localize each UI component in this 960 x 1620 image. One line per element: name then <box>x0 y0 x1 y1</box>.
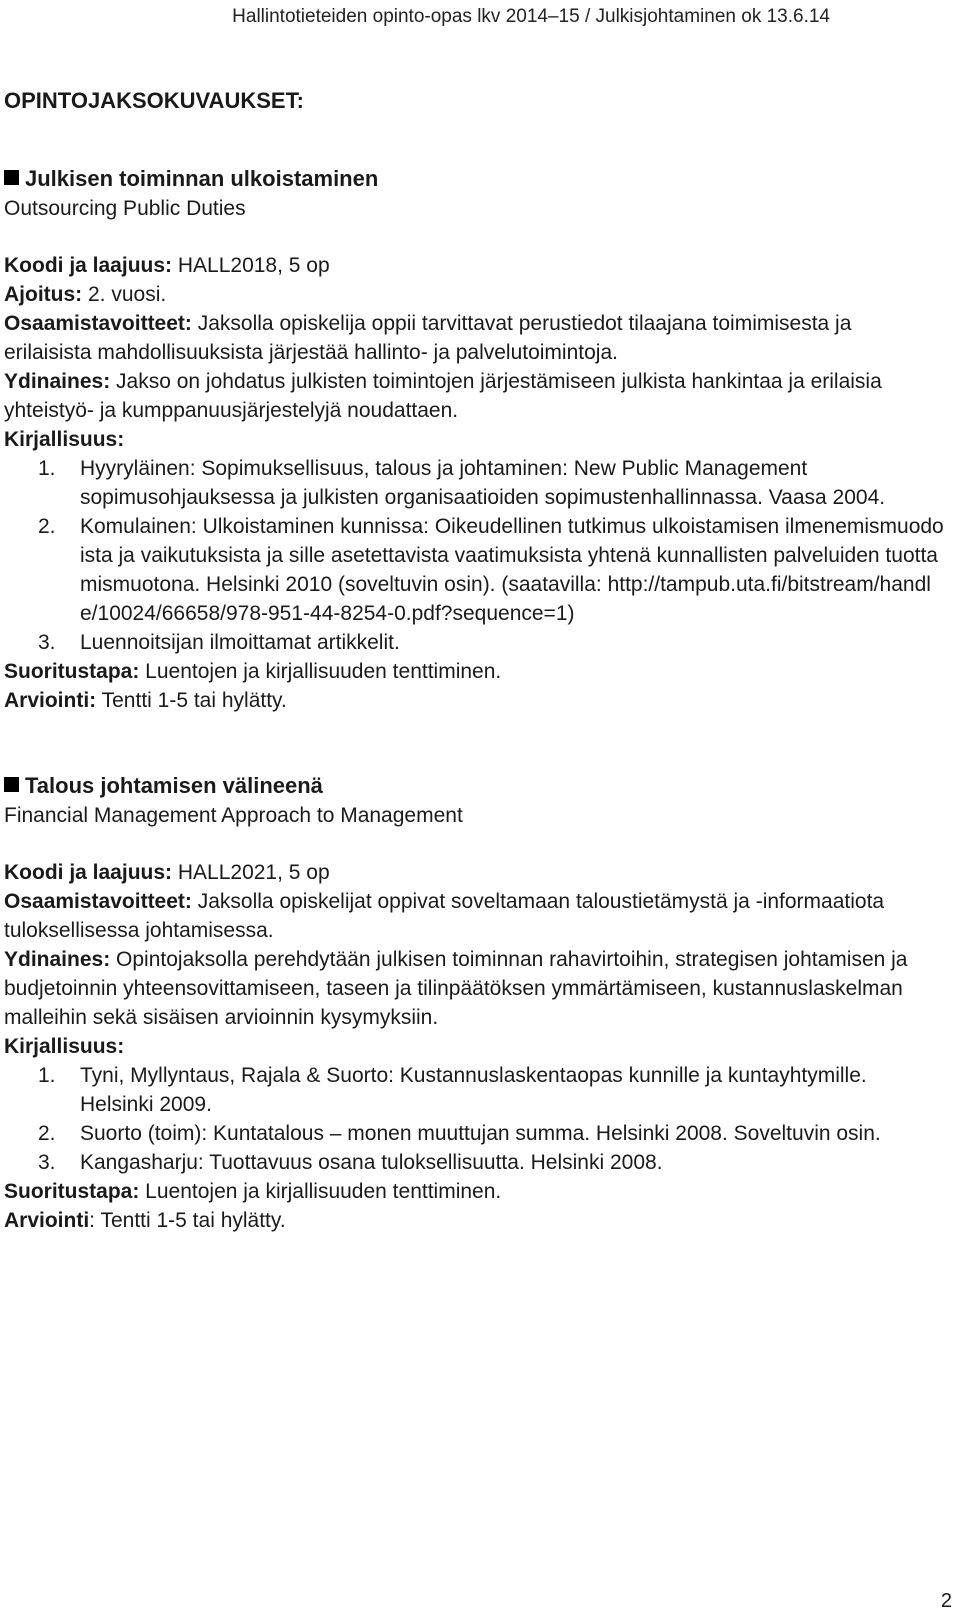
literature-list <box>4 454 944 657</box>
page-number: 2 <box>940 1590 952 1612</box>
field-ajoitus <box>4 280 944 309</box>
square-bullet-icon <box>4 170 19 185</box>
literature-text: Suorto (toim): Kuntatalous – monen muuttujan summa. Helsinki 2008. Soveltuvin osin. <box>80 1122 881 1145</box>
field-label: Osaamistavoitteet: <box>4 890 192 913</box>
literature-text: Luennoitsijan ilmoittamat artikkelit. <box>80 631 400 654</box>
literature-item <box>4 512 944 628</box>
field-value: Jaksolla opiskelija oppii tarvittavat perustiedot tilaajana toimimisesta ja erilaisista mahdollisuuksista järjestää hallinto- ja palvelutoimintoja. <box>4 312 852 364</box>
field-value: Tentti 1-5 tai hylätty. <box>96 689 287 712</box>
field-label: Kirjallisuus: <box>4 1035 125 1058</box>
field-label: Ydinaines: <box>4 948 111 971</box>
field-label: Ajoitus: <box>4 283 83 306</box>
field-value: Luentojen ja kirjallisuuden tenttiminen. <box>139 660 502 683</box>
field-label: Kirjallisuus: <box>4 428 125 451</box>
document-body <box>4 86 944 1235</box>
field-value: 2. vuosi. <box>82 283 167 306</box>
field-value: : Tentti 1-5 tai hylätty. <box>89 1209 286 1232</box>
literature-number: 3. <box>38 631 56 654</box>
literature-list <box>4 1061 944 1177</box>
field-suoritustapa <box>4 1177 944 1206</box>
literature-item <box>4 454 944 512</box>
field-label: Arviointi <box>4 1209 90 1232</box>
field-value: Jakso on johdatus julkisten toimintojen järjestämiseen julkista hankintaa ja erilaisia yhteistyö- ja kumppanuusjärjestelyjä noudattaen. <box>4 370 882 422</box>
field-kirjallisuus <box>4 425 944 454</box>
field-suoritustapa <box>4 657 944 686</box>
field-osaamistavoitteet <box>4 309 944 367</box>
field-ydinaines <box>4 367 944 425</box>
field-label: Suoritustapa: <box>4 660 140 683</box>
literature-item <box>4 1061 944 1119</box>
field-label: Koodi ja laajuus: <box>4 861 173 884</box>
field-label: Suoritustapa: <box>4 1180 140 1203</box>
field-value: Opintojaksolla perehdytään julkisen toiminnan rahavirtoihin, strategisen johtamisen ja budjetoinnin yhteensovittamiseen, taseen ja tilinpäätöksen ymmärtämiseen, kustannuslaskelman malleihin sekä sisäisen arvioinnin kysymyksiin. <box>4 948 908 1029</box>
literature-text: Tyni, Myllyntaus, Rajala & Suorto: Kustannuslaskentaopas kunnille ja kuntayhtymille. Helsinki 2009. <box>80 1064 867 1116</box>
literature-item <box>4 1119 944 1148</box>
literature-text: Komulainen: Ulkoistaminen kunnissa: Oikeudellinen tutkimus ulkoistamisen ilmenemismuodoista ja vaikutuksista ja sille asetettavista vaatimuksista yhtenä kunnallisten palveluiden tuottamismuotona. Helsinki 2010 (soveltuvin osin). (saatavilla: http://tampub.uta.fi/bitstream/handle/10024/66658/978-951-44-8254-0.pdf?sequence=1) <box>80 515 944 625</box>
course-section <box>4 771 944 1235</box>
main-heading: OPINTOJAKSOKUVAUKSET: <box>4 88 304 113</box>
course-section <box>4 164 944 715</box>
course-title-text: Julkisen toiminnan ulkoistaminen <box>25 166 379 191</box>
field-kirjallisuus <box>4 1032 944 1061</box>
field-koodi <box>4 251 944 280</box>
running-header: Hallintotieteiden opinto-opas lkv 2014–15 / Julkisjohtaminen ok 13.6.14 <box>232 6 830 27</box>
field-label: Osaamistavoitteet: <box>4 312 192 335</box>
field-label: Ydinaines: <box>4 370 111 393</box>
course-title <box>4 164 944 194</box>
literature-text: Kangasharju: Tuottavuus osana tuloksellisuutta. Helsinki 2008. <box>80 1151 663 1174</box>
field-label: Arviointi: <box>4 689 97 712</box>
literature-number: 1. <box>38 1064 56 1087</box>
field-koodi <box>4 858 944 887</box>
literature-text: Hyyryläinen: Sopimuksellisuus, talous ja johtaminen: New Public Management sopimusohjauksessa ja julkisten organisaatioiden sopimustenhallinnassa. Vaasa 2004. <box>80 457 886 509</box>
field-value: Luentojen ja kirjallisuuden tenttiminen. <box>139 1180 502 1203</box>
field-value: Jaksolla opiskelijat oppivat soveltamaan taloustietämystä ja -informaatiota tuloksellisessa johtamisessa. <box>4 890 885 942</box>
field-arviointi <box>4 686 944 715</box>
literature-number: 2. <box>38 515 56 538</box>
field-arviointi <box>4 1206 944 1235</box>
course-title-text: Talous johtamisen välineenä <box>25 773 323 798</box>
square-bullet-icon <box>4 777 19 792</box>
field-value: HALL2018, 5 op <box>172 254 330 277</box>
field-osaamistavoitteet <box>4 887 944 945</box>
course-subtitle: Outsourcing Public Duties <box>4 197 246 220</box>
literature-number: 1. <box>38 457 56 480</box>
field-ydinaines <box>4 945 944 1032</box>
course-title <box>4 771 944 801</box>
field-label: Koodi ja laajuus: <box>4 254 173 277</box>
course-subtitle: Financial Management Approach to Management <box>4 804 463 827</box>
field-value: HALL2021, 5 op <box>172 861 330 884</box>
literature-item <box>4 1148 944 1177</box>
literature-item <box>4 628 944 657</box>
literature-number: 2. <box>38 1122 56 1145</box>
literature-number: 3. <box>38 1151 56 1174</box>
